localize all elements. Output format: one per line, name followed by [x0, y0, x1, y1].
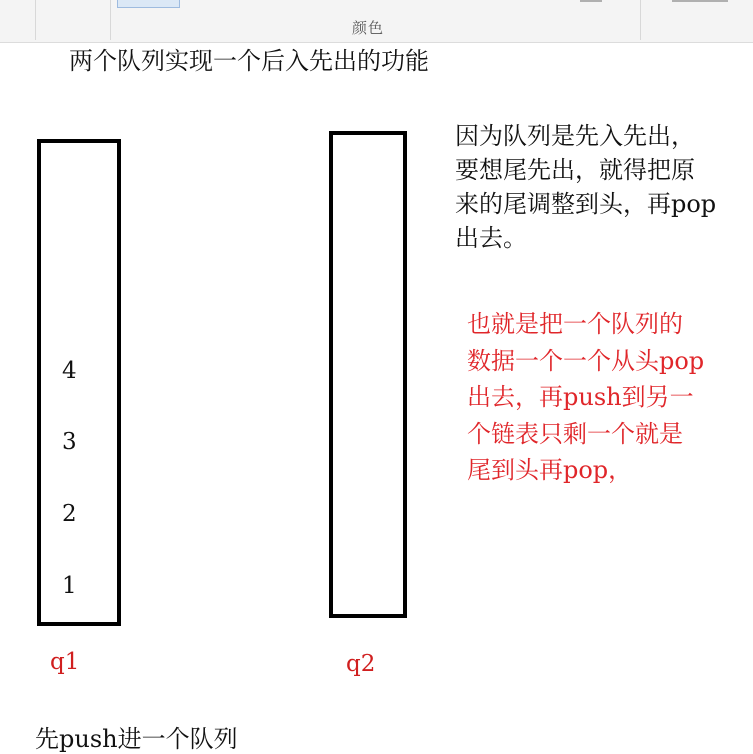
- explanation-text: [455, 119, 753, 255]
- bottom-note: 先push进一个队列: [35, 725, 238, 753]
- explanation-line: 因为队列是先入先出，: [455, 122, 695, 150]
- explanation-line: 来的尾调整到头，再pop: [455, 190, 717, 218]
- queue-1-label: q1: [50, 649, 80, 675]
- diagram-title: 两个队列实现一个后入先出的功能: [69, 47, 429, 75]
- explanation-line: 要想尾先出，就得把原: [455, 156, 695, 184]
- red-annotation-line: 数据一个一个从头pop: [467, 346, 705, 375]
- red-annotation-line: 也就是把一个队列的: [467, 310, 683, 338]
- queue-1-item: 2: [62, 501, 77, 527]
- toolbar-separator: [35, 0, 36, 40]
- red-annotation-line: 尾到头再pop，: [467, 456, 633, 484]
- queue-1-item: 3: [62, 429, 77, 455]
- red-annotation-line: 个链表只剩一个就是: [467, 419, 683, 448]
- color-group-label: 颜色: [352, 19, 385, 37]
- red-annotation-line: 出去，再push到另一: [467, 383, 694, 411]
- queue-2-label: q2: [346, 651, 376, 677]
- toolbar-separator: [110, 0, 111, 40]
- color-swatch-button[interactable]: [117, 0, 180, 8]
- queue-1-item: 1: [62, 573, 77, 599]
- toolbar-separator: [640, 0, 641, 40]
- ribbon-toolbar: [0, 0, 753, 43]
- toolbar-button-fragment[interactable]: [672, 0, 728, 2]
- toolbar-button-fragment[interactable]: [580, 0, 602, 2]
- explanation-line: 出去。: [455, 224, 527, 252]
- red-annotation: [467, 306, 753, 489]
- queue-2-box: [329, 131, 407, 618]
- queue-1-box: [37, 139, 121, 626]
- queue-1-item: 4: [62, 358, 77, 384]
